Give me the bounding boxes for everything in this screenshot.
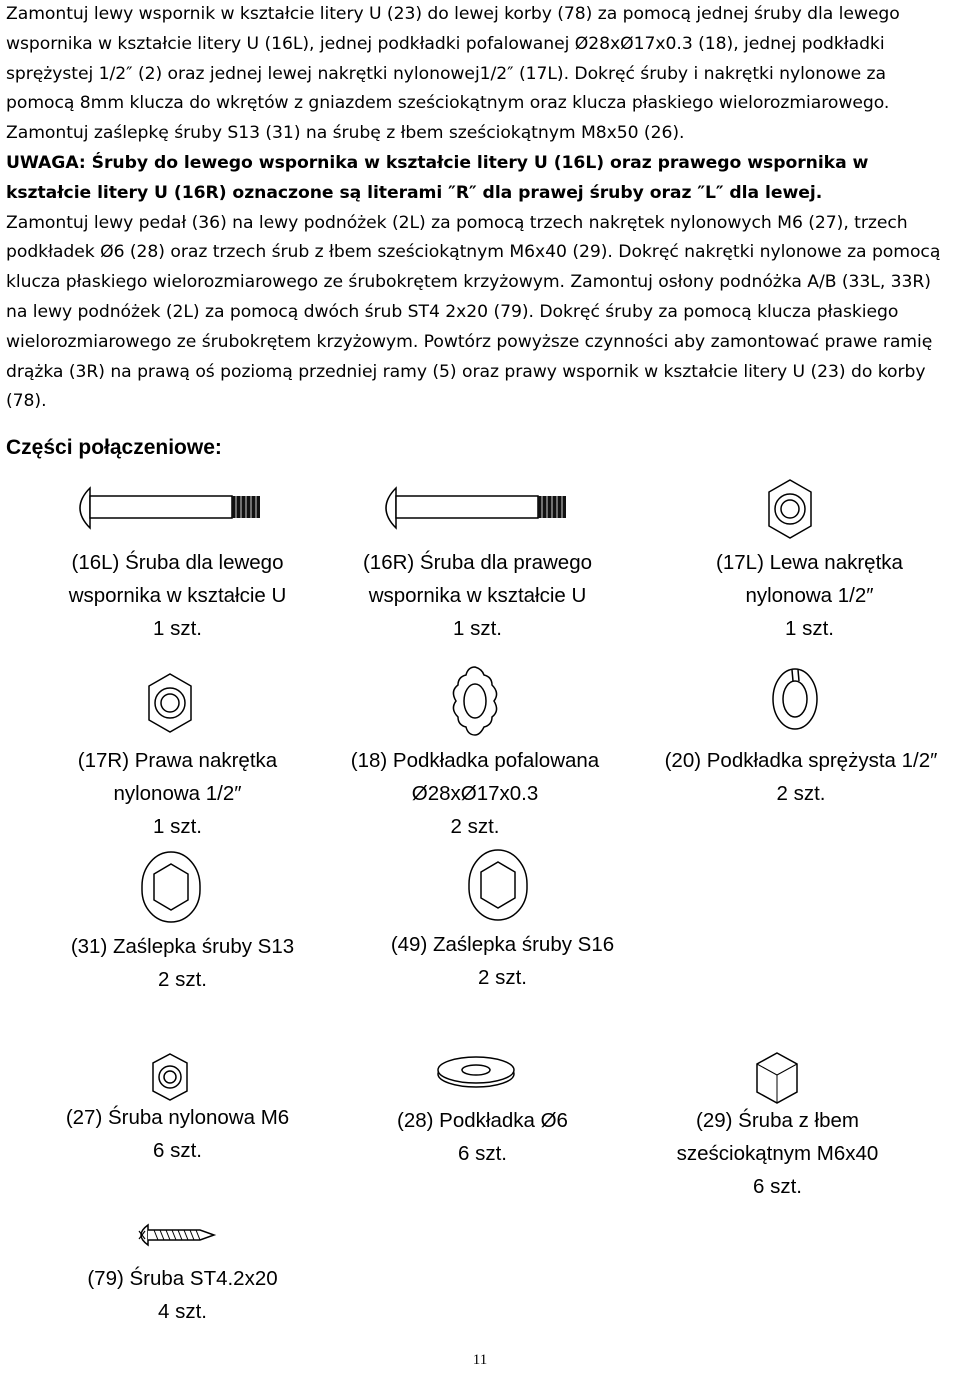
part-name-cont: sześciokątnym M6x40 — [676, 1142, 879, 1165]
part-name: (17L) Lewa nakrętka — [716, 551, 903, 574]
flat-washer-icon — [436, 1054, 516, 1090]
part-qty: 6 szt. — [153, 1139, 202, 1162]
bolt-cap-s13-icon — [138, 852, 204, 924]
part-name: (18) Podkładka pofalowana — [350, 749, 600, 772]
nylon-nut-17r-icon — [145, 672, 195, 734]
nylon-nut-17l-icon — [765, 478, 815, 540]
part-name-cont: wspornika w kształcie U — [368, 584, 587, 607]
part-name-cont: Ø28xØ17x0.3 — [411, 782, 539, 805]
part-20 — [645, 744, 957, 810]
part-name-cont: nylonowa 1/2″ — [745, 584, 874, 607]
parts-heading: Części połączeniowe: — [6, 436, 222, 459]
part-49 — [360, 928, 645, 994]
part-qty: 4 szt. — [158, 1300, 207, 1323]
part-17r — [40, 744, 315, 843]
part-name: (27) Śruba nylonowa M6 — [65, 1106, 290, 1129]
part-name: (31) Zaślepka śruby S13 — [70, 935, 295, 958]
part-qty: 2 szt. — [776, 782, 826, 805]
bolt-cap-s16-icon — [465, 850, 531, 922]
part-79 — [40, 1262, 325, 1328]
part-16r — [340, 546, 615, 645]
instructions-text — [6, 0, 956, 417]
part-18 — [320, 744, 630, 843]
screw-st4-icon — [134, 1222, 216, 1248]
part-name: (16R) Śruba dla prawego — [362, 551, 593, 574]
bolt-16l-icon — [72, 480, 262, 536]
part-name: (28) Podkładka Ø6 — [397, 1109, 568, 1132]
part-name: (79) Śruba ST4.2x20 — [87, 1267, 278, 1290]
nylon-nut-m6-icon — [150, 1052, 190, 1102]
part-qty: 1 szt. — [453, 617, 502, 640]
wave-washer-icon — [448, 665, 502, 737]
instruction-paragraph-2: Zamontuj lewy pedał (36) na lewy podnóżek (2L) za pomocą trzech nakrętek nylonowych M6 (27), trzech podkładek Ø6 (28) oraz trzech śrub z łbem sześciokątnym M6x40 (29). Dokręć nakrętki nylonowe za pomocą klucza płaskiego wielorozmiarowego ze śrubokrętem krzyżowym. Zamontuj osłony podnóżka A/B (33L, 33R) na lewy podnóżek (2L) za pomocą dwóch śrub ST4 2x20 (79). Dokręć śruby za pomocą klucza płaskiego wielorozmiarowego ze śrubokrętem krzyżowym. Powtórz powyższe czynności aby zamontować prawe ramię drążka (3R) na prawą oś poziomą przedniej ramy (5) oraz prawy wspornik w kształcie litery U (23) do korby (78). — [6, 212, 941, 412]
part-27 — [35, 1101, 320, 1167]
part-name-cont: wspornika w kształcie U — [68, 584, 287, 607]
part-qty: 2 szt. — [158, 968, 207, 991]
part-17l — [672, 546, 947, 645]
page-number: 11 — [472, 1352, 488, 1368]
part-qty: 1 szt. — [153, 815, 202, 838]
part-31 — [40, 930, 325, 996]
part-qty: 2 szt. — [450, 815, 500, 838]
instruction-paragraph-1: Zamontuj lewy wspornik w kształcie litery U (23) do lewej korby (78) za pomocą jednej śruby dla lewego wspornika w kształcie litery U (16L), jednej podkładki pofalowanej Ø28xØ17x0.3 (18), jednej podkładki sprężystej 1/2″ (2) oraz jednej lewej nakrętki nylonowej1/2″ (17L). Dokręć śruby i nakrętki nylonowe za pomocą 8mm klucza do wkrętów z gniazdem sześciokątnym oraz klucza płaskiego wielorozmiarowego. Zamontuj zaślepkę śruby S13 (31) na śrubę z łbem sześciokątnym M8x50 (26). — [6, 4, 900, 144]
part-qty: 6 szt. — [753, 1175, 802, 1198]
part-qty: 1 szt. — [785, 617, 834, 640]
part-name: (17R) Prawa nakrętka — [77, 749, 278, 772]
part-29 — [640, 1104, 915, 1203]
part-qty: 2 szt. — [478, 966, 527, 989]
bolt-16r-icon — [378, 480, 568, 536]
hex-bolt-icon — [752, 1050, 802, 1106]
part-name-cont: nylonowa 1/2″ — [113, 782, 242, 805]
part-16l — [40, 546, 315, 645]
part-28 — [340, 1104, 625, 1170]
spring-washer-icon — [770, 666, 820, 732]
part-name: (29) Śruba z łbem — [696, 1109, 859, 1132]
warning-paragraph: UWAGA: Śruby do lewego wspornika w kształcie litery U (16L) oraz prawego wspornika w kształcie litery U (16R) oznaczone są literami ″R″ dla prawej śruby oraz ″L″ dla lewej. — [6, 152, 869, 203]
part-qty: 6 szt. — [458, 1142, 507, 1165]
part-name: (49) Zaślepka śruby S16 — [390, 933, 615, 956]
part-name: (20) Podkładka sprężysta 1/2″ — [664, 749, 938, 772]
part-name: (16L) Śruba dla lewego — [71, 551, 284, 574]
part-qty: 1 szt. — [153, 617, 202, 640]
